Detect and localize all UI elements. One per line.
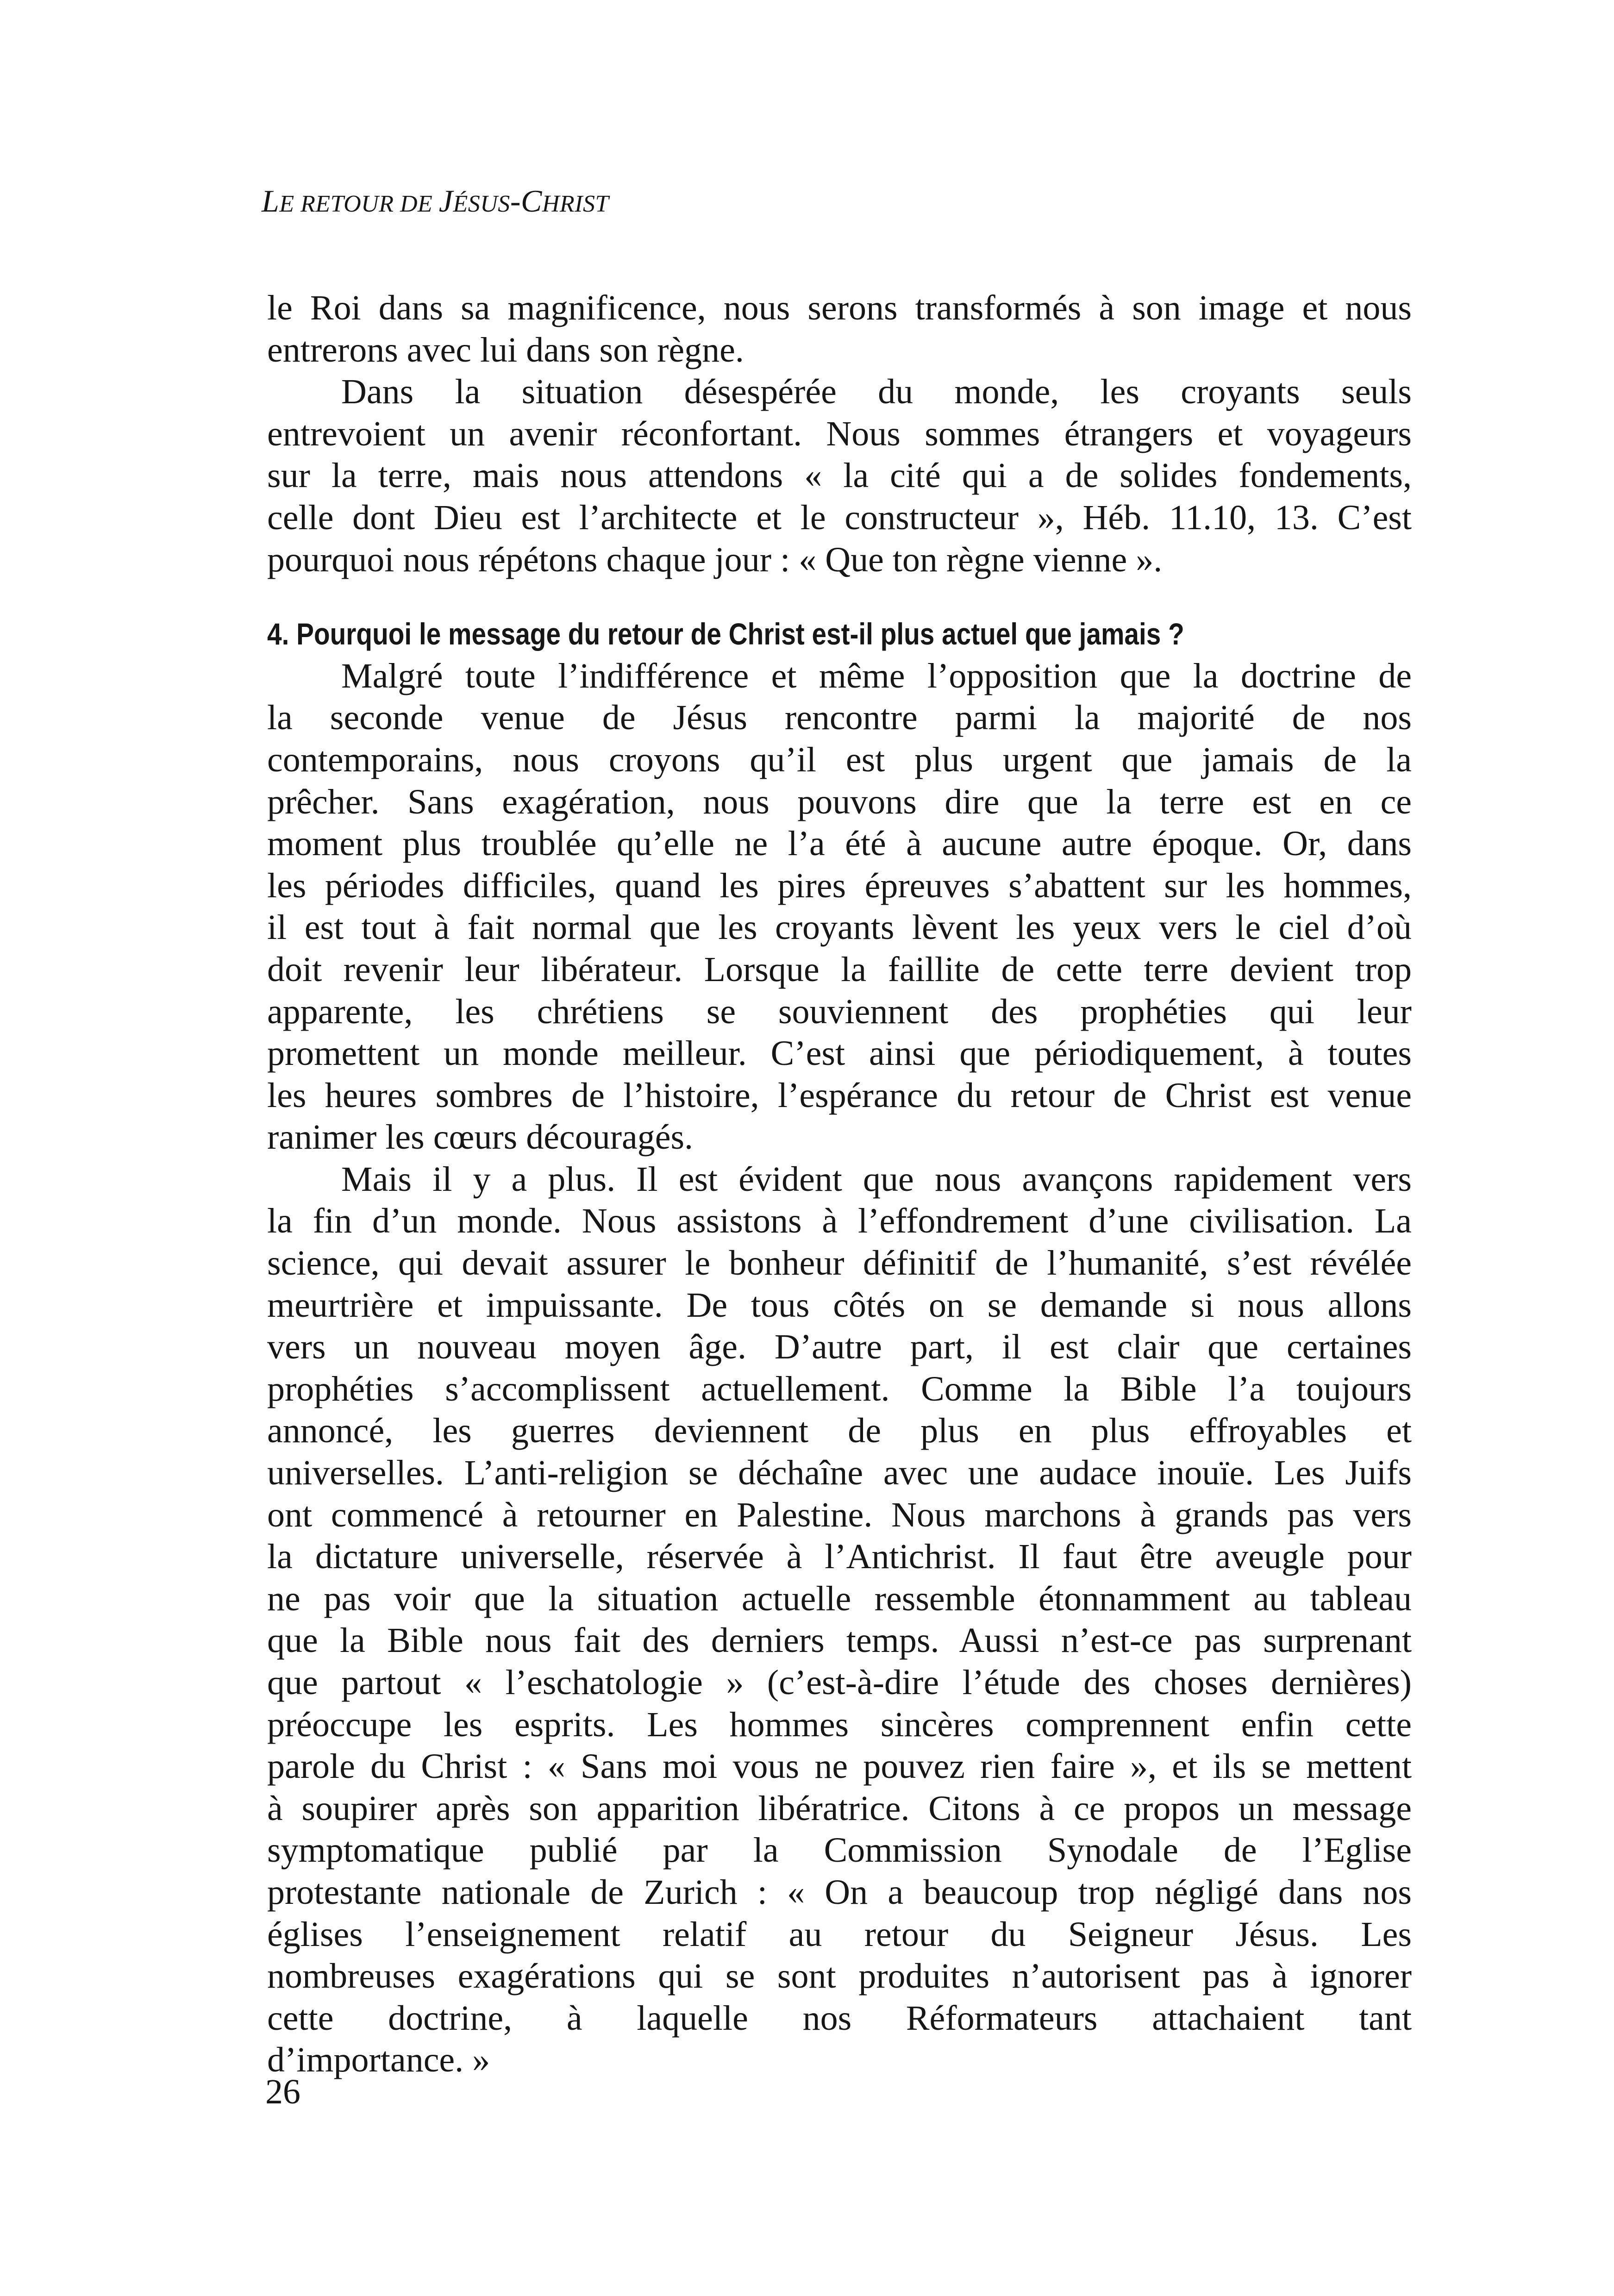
text-line: que la Bible nous fait des derniers temps. Aussi n’est-ce pas surprenant xyxy=(267,1621,1412,1660)
text-line: ont commencé à retourner en Palestine. Nous marchons à grands pas vers xyxy=(267,1495,1412,1534)
text-line: symptomatique publié par la Commission Synodale de l’Eglise xyxy=(267,1831,1412,1870)
page-number: 26 xyxy=(265,2072,300,2111)
section-heading: 4. Pourquoi le message du retour de Christ est-il plus actuel que jamais ? xyxy=(267,617,1184,651)
text-line: Malgré toute l’indifférence et même l’opposition que la doctrine de xyxy=(341,656,1412,695)
text-line: entrerons avec lui dans son règne. xyxy=(267,330,744,369)
text-line: à soupirer après son apparition libératrice. Citons à ce propos un message xyxy=(267,1789,1412,1828)
text-line: églises l’enseignement relatif au retour du Seigneur Jésus. Les xyxy=(267,1914,1412,1954)
text-line: ne pas voir que la situation actuelle ressemble étonnamment au tableau xyxy=(267,1579,1412,1618)
text-line: prophéties s’accomplissent actuellement. Comme la Bible l’a toujours xyxy=(267,1369,1412,1408)
text-line: cette doctrine, à laquelle nos Réformateurs attachaient tant xyxy=(267,1998,1412,2038)
text-line: celle dont Dieu est l’architecte et le constructeur », Héb. 11.10, 13. C’est xyxy=(267,498,1412,537)
text-line: annoncé, les guerres deviennent de plus en plus effroyables et xyxy=(267,1411,1412,1451)
text-line: que partout « l’eschatologie » (c’est-à-dire l’étude des choses dernières) xyxy=(267,1663,1412,1702)
text-line: entrevoient un avenir réconfortant. Nous sommes étrangers et voyageurs xyxy=(267,414,1412,453)
text-line: science, qui devait assurer le bonheur définitif de l’humanité, s’est révélée xyxy=(267,1244,1412,1283)
paragraph-4 xyxy=(267,1158,1412,2081)
text-line: le Roi dans sa magnificence, nous serons transformés à son image et nous xyxy=(267,288,1412,327)
text-line: vers un nouveau moyen âge. D’autre part, il est clair que certaines xyxy=(267,1327,1412,1367)
text-line: nombreuses exagérations qui se sont produites n’autorisent pas à ignorer xyxy=(267,1957,1412,1996)
text-line: Mais il y a plus. Il est évident que nous avançons rapidement vers xyxy=(341,1159,1412,1199)
paragraph-3 xyxy=(267,655,1412,1158)
paragraph-1 xyxy=(267,287,1412,371)
text-line: d’importance. » xyxy=(267,2040,490,2080)
running-head: LE RETOUR DE JÉSUS-CHRIST xyxy=(262,183,609,219)
text-line: la dictature universelle, réservée à l’Antichrist. Il faut être aveugle pour xyxy=(267,1537,1412,1577)
paragraph-2 xyxy=(267,371,1412,581)
text-line: contemporains, nous croyons qu’il est plus urgent que jamais de la xyxy=(267,740,1412,779)
text-line: les heures sombres de l’histoire, l’espérance du retour de Christ est venue xyxy=(267,1076,1412,1115)
text-line: meurtrière et impuissante. De tous côtés on se demande si nous allons xyxy=(267,1285,1412,1325)
text-line: la fin d’un monde. Nous assistons à l’effondrement d’une civilisation. La xyxy=(267,1201,1412,1241)
text-line: pourquoi nous répétons chaque jour : « Que ton règne vienne ». xyxy=(267,540,1163,579)
text-line: les périodes difficiles, quand les pires épreuves s’abattent sur les hommes, xyxy=(267,866,1412,905)
text-line: parole du Christ : « Sans moi vous ne pouvez rien faire », et ils se mettent xyxy=(267,1747,1412,1786)
text-line: doit revenir leur libérateur. Lorsque la faillite de cette terre devient trop xyxy=(267,950,1412,989)
text-line: moment plus troublée qu’elle ne l’a été à aucune autre époque. Or, dans xyxy=(267,824,1412,863)
text-line: la seconde venue de Jésus rencontre parmi la majorité de nos xyxy=(267,698,1412,738)
text-line: préoccupe les esprits. Les hommes sincères comprennent enfin cette xyxy=(267,1705,1412,1744)
text-line: Dans la situation désespérée du monde, les croyants seuls xyxy=(341,372,1412,412)
body-text xyxy=(267,287,1412,2081)
text-line: ranimer les cœurs découragés. xyxy=(267,1118,694,1157)
text-line: prêcher. Sans exagération, nous pouvons dire que la terre est en ce xyxy=(267,782,1412,821)
text-line: apparente, les chrétiens se souviennent des prophéties qui leur xyxy=(267,992,1412,1031)
text-line: universelles. L’anti-religion se déchaîne avec une audace inouïe. Les Juifs xyxy=(267,1453,1412,1493)
text-line: sur la terre, mais nous attendons « la cité qui a de solides fondements, xyxy=(267,456,1412,495)
text-line: protestante nationale de Zurich : « On a beaucoup trop négligé dans nos xyxy=(267,1872,1412,1912)
text-line: il est tout à fait normal que les croyants lèvent les yeux vers le ciel d’où xyxy=(267,908,1412,947)
text-line: promettent un monde meilleur. C’est ainsi que périodiquement, à toutes xyxy=(267,1034,1412,1073)
